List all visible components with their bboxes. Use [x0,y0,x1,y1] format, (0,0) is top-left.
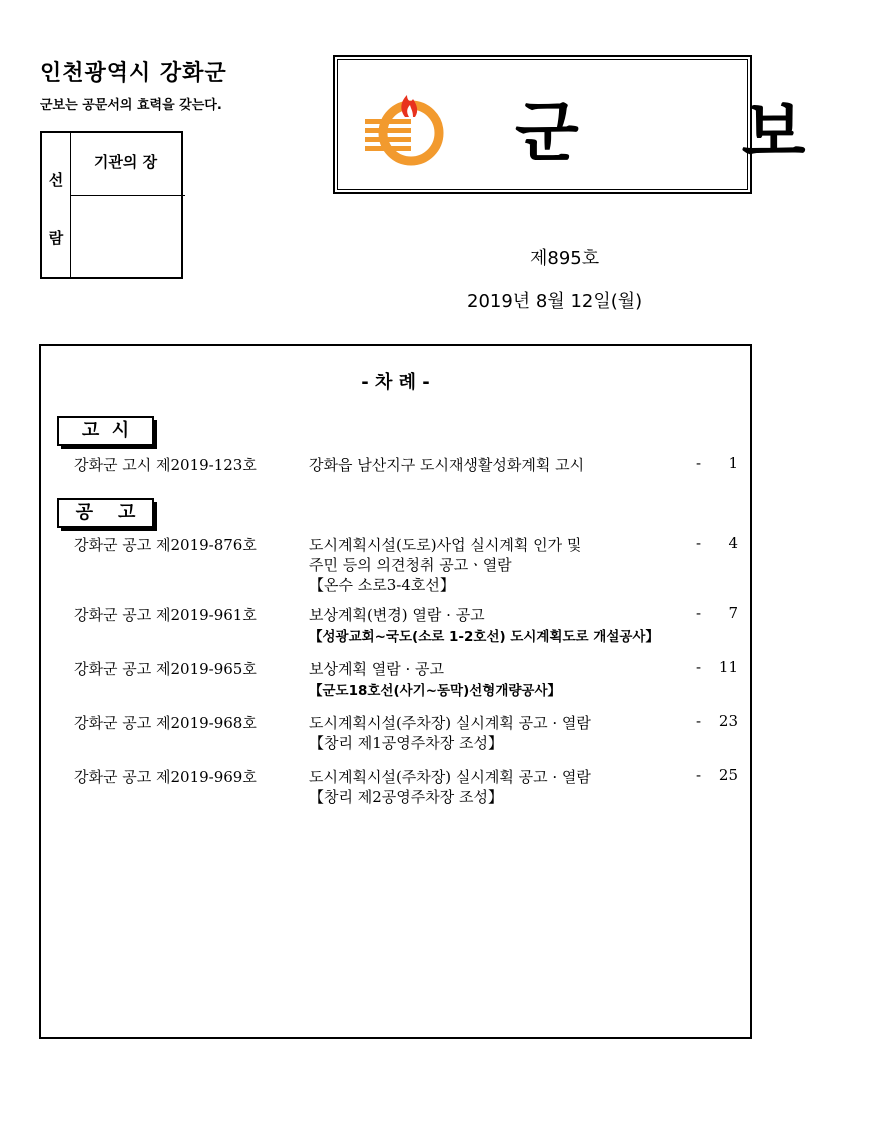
circulation-head-label: 기관의 장 [93,153,158,171]
bulletin-title: 군 보 [515,94,876,171]
toc-item-page: 7 [728,604,738,622]
toc-item-subtitle: 【창리 제2공영주차장 조성】 [309,788,503,806]
circulation-side-char: 선 [48,171,64,189]
section-label-notice: 고 시 [57,416,154,446]
toc-item-page: 11 [718,658,738,676]
toc-item-title: 도시계획시설(주차장) 실시계획 공고 · 열람 [309,714,591,732]
toc-item-title: 강화읍 남산지구 도시재생활성화계획 고시 [309,456,585,474]
circulation-box [40,131,183,279]
bulletin-title-box [333,55,876,194]
toc-item-code: 강화군 공고 제2019-969호 [74,768,257,786]
toc-item-code: 강화군 공고 제2019-961호 [74,606,257,624]
toc-item-code: 강화군 공고 제2019-965호 [74,660,257,678]
leader-dash: - [696,604,702,622]
toc-item-page: 23 [718,712,738,730]
gangwha-emblem-icon [359,81,449,171]
toc-item-subtitle: 【군도18호선(사기~동막)선형개량공사】 [309,683,562,699]
toc-item-subtitle: 【온수 소로3-4호선】 [309,576,455,594]
leader-dash: - [696,766,702,784]
leader-dash: - [696,658,702,676]
issue-number: 제895호 [530,248,600,269]
bulletin-subtitle: 군보는 공문서의 효력을 갖는다. [40,98,222,113]
divider [70,195,185,196]
section-label-announcement: 공 고 [57,498,154,528]
table-of-contents [39,344,752,1039]
toc-item-subtitle: 【창리 제1공영주차장 조성】 [309,734,503,752]
toc-item-code: 강화군 공고 제2019-968호 [74,714,257,732]
toc-item-title: 보상계획(변경) 열람 · 공고 [309,606,485,624]
toc-item-title: 도시계획시설(도로)사업 실시계획 인가 및 [309,536,582,554]
toc-item-code: 강화군 고시 제2019-123호 [74,456,257,474]
leader-dash: - [696,454,702,472]
toc-item-title: 도시계획시설(주차장) 실시계획 공고 · 열람 [309,768,591,786]
toc-item-code: 강화군 공고 제2019-876호 [74,536,257,554]
toc-item-page: 4 [728,534,738,552]
org-name: 인천광역시 강화군 [40,61,227,86]
toc-item-subtitle: 【성광교회~국도(소로 1-2호선) 도시계획도로 개설공사】 [309,629,659,645]
leader-dash: - [696,712,702,730]
circulation-side-char: 람 [48,229,64,247]
toc-heading: - 차 례 - [361,372,430,393]
toc-item-title: 보상계획 열람 · 공고 [309,660,444,678]
toc-item-title: 주민 등의 의견청취 공고ㆍ열람 [309,556,512,574]
toc-item-page: 25 [718,766,738,784]
leader-dash: - [696,534,702,552]
toc-item-page: 1 [728,454,738,472]
issue-date: 2019년 8월 12일(월) [467,291,643,312]
